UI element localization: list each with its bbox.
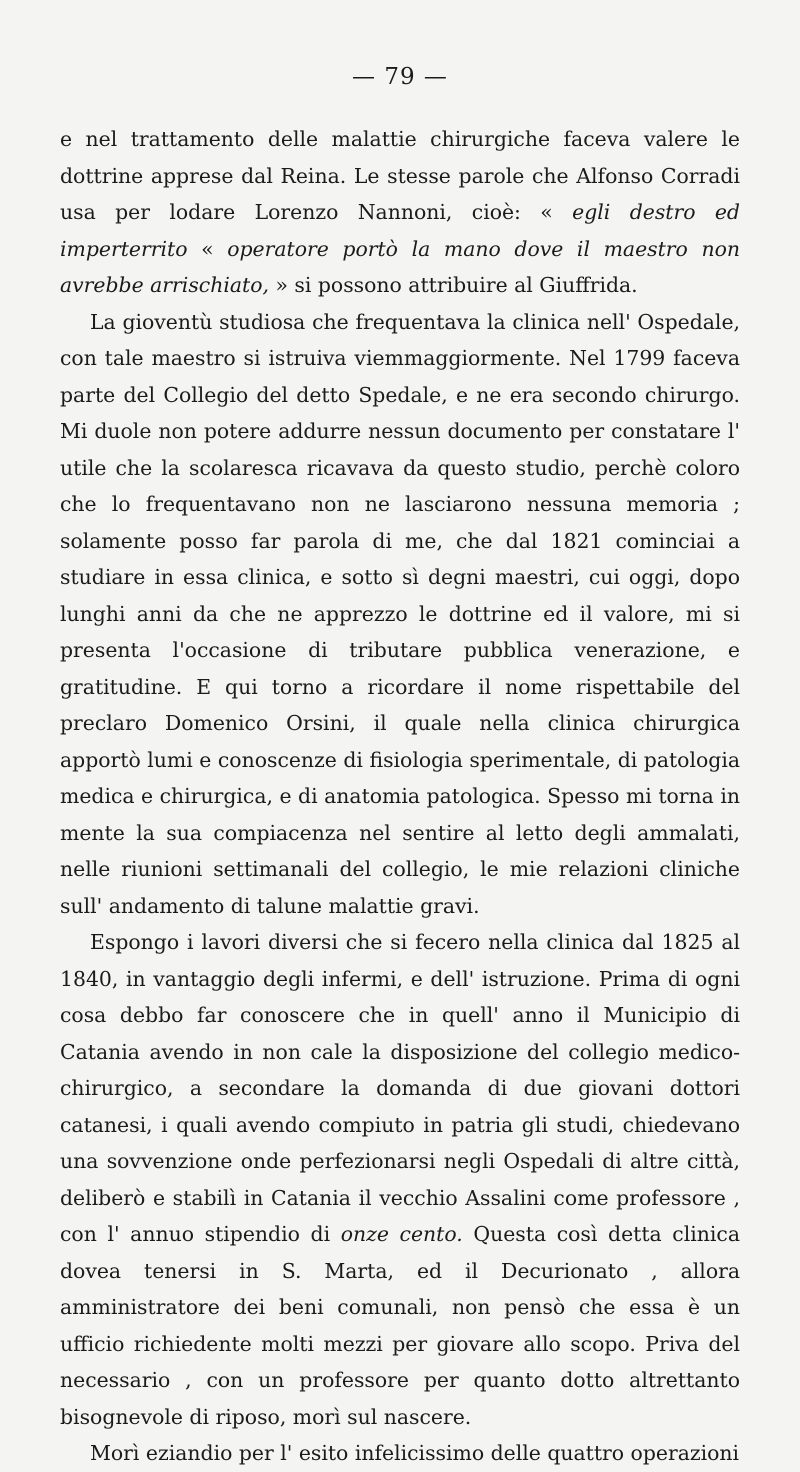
paragraph-4 xyxy=(60,1435,740,1472)
text-segment: Questa così detta clinica dovea tenersi in S. Marta, ed il Decurionato , allora amministratore dei beni comunali, non pensò che essa è un ufficio richiedente molti mezzi per giovare allo scopo. Priva del necessario , con un professore per quanto dotto altrettanto bisognevole di riposo, morì sul nascere. xyxy=(60,1222,740,1429)
text-segment: La gioventù studiosa che frequentava la clinica nell' Ospedale, con tale maestro si istruiva viemmaggiormente. Nel 1799 faceva parte del Collegio del detto Spedale, e ne era secondo chirurgo. Mi duole non potere addurre nessun documento per constatare l' utile che la scolaresca ricavava da questo studio, perchè coloro che lo frequentavano non ne lasciarono nessuna memoria ; solamente posso far parola di me, che dal 1821 cominciai a studiare in essa clinica, e sotto sì degni maestri, cui oggi, dopo lunghi anni da che ne apprezzo le dottrine ed il valore, mi si presenta l'occasione di tributare pubblica venerazione, e gratitudine. E qui torno a ricordare il nome rispettabile del preclaro Domenico Orsini, il quale nella clinica chirurgica apportò lumi e conoscenze di fisiologia sperimentale, di patologia medica e chirurgica, e di anatomia patologica. Spesso mi torna in mente la sua compiacenza nel sentire al letto degli ammalati, nelle riunioni settimanali del collegio, le mie relazioni cliniche sull' andamento di talune malattie gravi. xyxy=(60,309,740,918)
paragraph-2 xyxy=(60,304,740,925)
text-segment-italic: egli destro ed imperterrito xyxy=(60,200,740,261)
text-segment-italic: operatore portò la mano dove il maestro non avrebbe arrischiato, xyxy=(60,236,740,297)
text-segment: Morì eziandio per l' esito infelicissimo delle quattro operazioni xyxy=(90,1441,740,1465)
paragraph-3 xyxy=(60,924,740,1435)
page-number: — 79 — xyxy=(352,64,448,90)
text-segment: « xyxy=(187,236,228,261)
text-segment: e nel trattamento delle malattie chirurgiche faceva valere le dottrine apprese dal Reina. Le stesse parole che Alfonso Corradi usa per lodare Lorenzo Nannoni, cioè: « xyxy=(60,127,740,224)
paragraph-1 xyxy=(60,121,740,304)
text-segment: Espongo i lavori diversi che si fecero nella clinica dal 1825 al 1840, in vantaggio degli infermi, e dell' istruzione. Prima di ogni cosa debbo far conoscere che in quell' anno il Municipio di Catania avendo in non cale la disposizione del collegio medico-chirurgico, a secondare la domanda di due giovani dottori catanesi, i quali avendo compiuto in patria gli studi, chiedevano una sovvenzione onde perfezionarsi negli Ospedali di altre città, deliberò e stabilì in Catania il vecchio Assalini come professore , con l' annuo stipendio di xyxy=(60,930,740,1246)
text-segment-italic: onze cento. xyxy=(340,1222,463,1246)
body-text xyxy=(60,121,740,1472)
text-segment: » si possono attribuire al Giuffrida. xyxy=(268,273,638,297)
